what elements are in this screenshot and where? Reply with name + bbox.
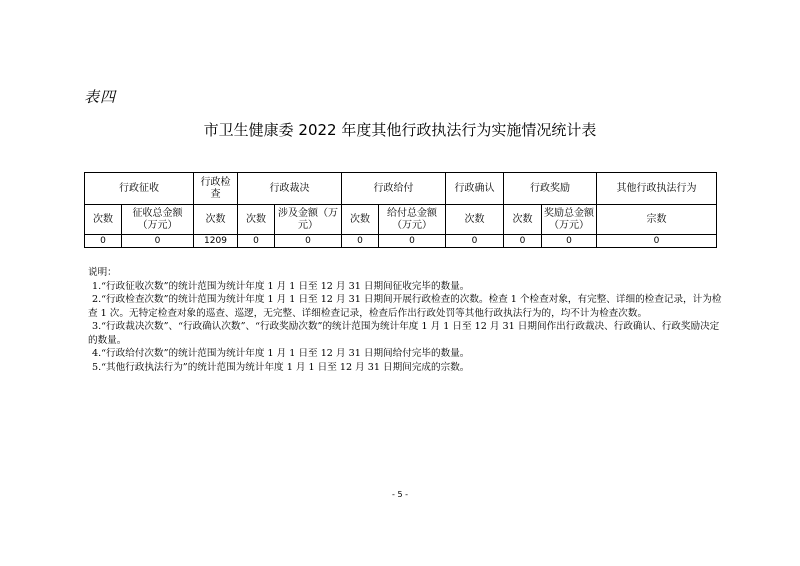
statistics-table (84, 172, 717, 248)
notes-section (88, 266, 728, 374)
value-cell: 0 (342, 235, 379, 248)
note-item: 2.“行政检查次数”的统计范围为统计年度 1 月 1 日至 12 月 31 日期间开展行政检查的次数。检查 1 个检查对象，有完整、详细的检查记录，计为检查 1 次。无特定检查对象的巡查、巡逻，无完整、详细检查记录，检查后作出行政处罚等其他行政执法行为的，均不计为检查次数。 (88, 294, 722, 319)
value-cell: 0 (504, 235, 542, 248)
subheader-ruling-amount: 涉及金额（万元） (275, 205, 342, 235)
table-sub-header-row (85, 205, 717, 235)
subheader-levy-count: 次数 (85, 205, 122, 235)
value-cell: 0 (122, 235, 194, 248)
header-confirmation: 行政确认 (446, 173, 504, 205)
table-row (85, 235, 717, 248)
subheader-payment-amount: 给付总金额（万元） (379, 205, 446, 235)
header-other: 其他行政执法行为 (597, 173, 717, 205)
value-cell: 0 (275, 235, 342, 248)
value-cell: 1209 (194, 235, 238, 248)
header-payment: 行政给付 (342, 173, 446, 205)
value-cell: 0 (542, 235, 597, 248)
document-title: 市卫生健康委 2022 年度其他行政执法行为实施情况统计表 (203, 121, 597, 139)
value-cell: 0 (379, 235, 446, 248)
subheader-levy-amount: 征收总金额（万元） (122, 205, 194, 235)
header-ruling: 行政裁决 (238, 173, 342, 205)
subheader-reward-amount: 奖励总金额（万元） (542, 205, 597, 235)
subheader-inspection-count: 次数 (194, 205, 238, 235)
note-item: 5.“其他行政执法行为”的统计范围为统计年度 1 月 1 日至 12 月 31 日期间完成的宗数。 (92, 361, 470, 373)
subheader-confirmation-count: 次数 (446, 205, 504, 235)
value-cell: 0 (238, 235, 275, 248)
subheader-reward-count: 次数 (504, 205, 542, 235)
value-cell: 0 (85, 235, 122, 248)
header-reward: 行政奖励 (504, 173, 597, 205)
note-item: 1.“行政征收次数”的统计范围为统计年度 1 月 1 日至 12 月 31 日期间征收完毕的数量。 (92, 280, 470, 292)
value-cell: 0 (597, 235, 717, 248)
header-levy: 行政征收 (85, 173, 194, 205)
page-number: - 5 - (392, 490, 408, 499)
table-group-header-row (85, 173, 717, 205)
notes-heading: 说明： (88, 267, 117, 278)
subheader-payment-count: 次数 (342, 205, 379, 235)
note-item: 4.“行政给付次数”的统计范围为统计年度 1 月 1 日至 12 月 31 日期间给付完毕的数量。 (92, 348, 470, 359)
header-inspection: 行政检查 (194, 173, 238, 205)
note-item: 3.“行政裁决次数”、“行政确认次数”、“行政奖励次数”的统计范围为统计年度 1 月 1 日至 12 月 31 日期间作出行政裁决、行政确认、行政奖励决定的数量。 (88, 321, 720, 346)
table-label: 表四 (84, 88, 117, 106)
subheader-ruling-count: 次数 (238, 205, 275, 235)
subheader-other-count: 宗数 (597, 205, 717, 235)
value-cell: 0 (446, 235, 504, 248)
